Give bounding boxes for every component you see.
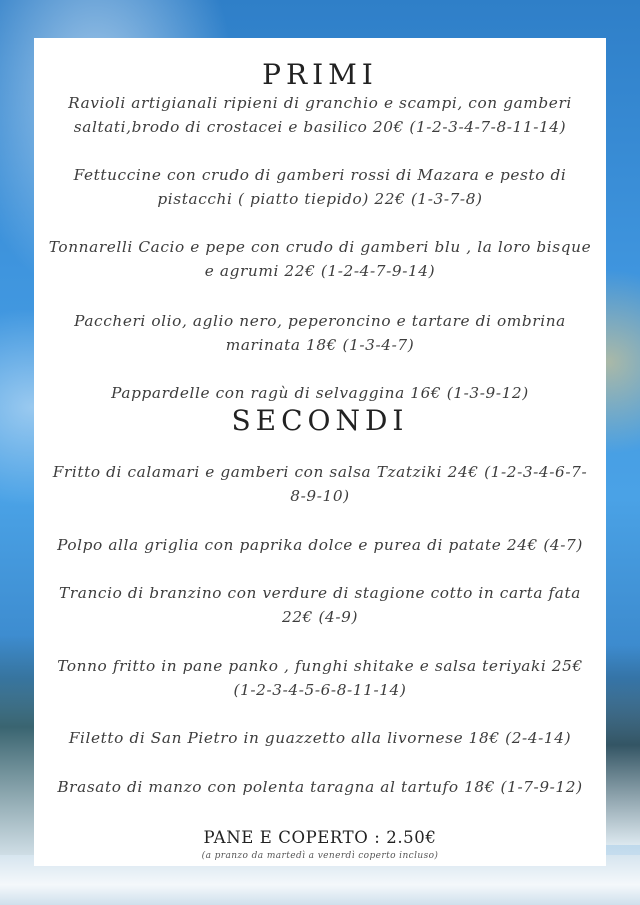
- background-trees-right: [606, 645, 640, 845]
- section-title-primi: PRIMI: [262, 58, 378, 91]
- menu-card: [34, 38, 606, 866]
- menu-item-secondi-1: Fritto di calamari e gamberi con salsa Tzatziki 24€ (1-2-3-4-6-7-8-9-10): [52, 463, 588, 505]
- menu-item-primi-5: Pappardelle con ragù di selvaggina 16€ (1-3-9-12): [111, 384, 529, 402]
- menu-item-secondi-2: Polpo alla griglia con paprika dolce e purea di patate 24€ (4-7): [57, 536, 583, 554]
- menu-item-primi-1: Ravioli artigianali ripieni di granchio e scampi, con gamberi saltati,brodo di crostacei e basilico 20€ (1-2-3-4-7-8-11-14): [68, 94, 572, 136]
- cover-charge-title: PANE E COPERTO : 2.50€: [203, 828, 437, 847]
- menu-item-primi-4: Paccheri olio, aglio nero, peperoncino e tartare di ombrina marinata 18€ (1-3-4-7): [74, 312, 566, 354]
- menu-item-primi-2: Fettuccine con crudo di gamberi rossi di Mazara e pesto di pistacchi ( piatto tiepido) 22€ (1-3-7-8): [73, 166, 567, 208]
- menu-item-secondi-6: Brasato di manzo con polenta taragna al tartufo 18€ (1-7-9-12): [57, 778, 583, 796]
- menu-item-primi-3: Tonnarelli Cacio e pepe con crudo di gamberi blu , la loro bisque e agrumi 22€ (1-2-4-7-9-14): [48, 238, 592, 280]
- menu-item-secondi-4: Tonno fritto in pane panko , funghi shitake e salsa teriyaki 25€ (1-2-3-4-5-6-8-11-14): [57, 657, 583, 699]
- menu-item-secondi-5: Filetto di San Pietro in guazzetto alla livornese 18€ (2-4-14): [68, 729, 572, 747]
- section-title-secondi: SECONDI: [231, 404, 409, 437]
- cover-charge-note: (a pranzo da martedì a venerdì coperto incluso): [201, 851, 439, 861]
- menu-item-secondi-3: Trancio di branzino con verdure di stagione cotto in carta fata 22€ (4-9): [59, 584, 581, 626]
